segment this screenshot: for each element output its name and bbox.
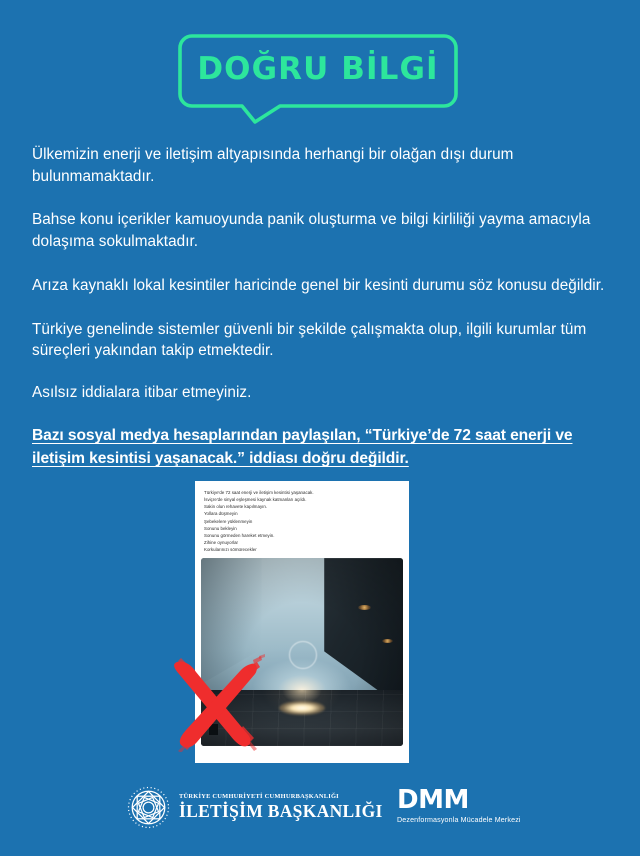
overlay-line: Türkiye'de 72 saat enerji ve iletişim kesintisi yaşanacak. [204, 490, 314, 495]
iletisim-logo-main-line: İLETİŞİM BAŞKANLIĞI [179, 801, 383, 822]
dmm-logo [397, 787, 521, 824]
overlay-line: Sonunu görmeden hareket etmeyin. [204, 532, 275, 538]
doğru-bilgi-badge [176, 32, 460, 124]
footer [0, 780, 640, 850]
overlay-line: Şebekelere yüklenmeyin [204, 518, 253, 524]
claim-statement: Bazı sosyal medya hesaplarından paylaşılan, “Türkiye’de 72 saat enerji ve iletişim kesintisi yaşanacak.” iddiası doğru değildir. [32, 426, 573, 468]
overlay-line: İsviçre'de sinyal eşleşmesi kaynak katmanları açıldı. [204, 497, 307, 503]
paragraph-1: Ülkemizin enerji ve iletişim altyapısında herhangi bir olağan dışı durum bulunmamaktadır. [32, 146, 514, 185]
badge-label: DOĞRU BİLGİ [197, 50, 439, 87]
red-x-mark-icon [163, 654, 267, 752]
presidency-emblem-icon [127, 786, 170, 829]
overlay-line: Yollara düşmeyin [204, 511, 238, 517]
announcement-body [32, 144, 610, 471]
header [0, 0, 640, 126]
iletisim-logo-top-line: TÜRKİYE CUMHURİYETİ CUMHURBAŞKANLIĞI [179, 793, 339, 801]
paragraph-3: Arıza kaynaklı lokal kesintiler haricinde genel bir kesinti durumu söz konusu değildir. [32, 276, 605, 294]
overlay-line: Zihine oynuyorlar [204, 539, 239, 545]
dmm-full-name: Dezenformasyonla Mücadele Merkezi [397, 816, 521, 824]
paragraph-4: Türkiye genelinde sistemler güvenli bir şekilde çalışmakta olup, ilgili kurumlar tüm süreçleri yakından takip etmektedir. [32, 320, 587, 360]
overlay-line: Sonunu bekleyin [204, 525, 237, 531]
iletisim-logo-text [179, 794, 383, 821]
overlay-line: Sakin olun rehavete kapılmayın. [204, 504, 268, 510]
paragraph-2: Bahse konu içerikler kamuoyunda panik oluşturma ve bilgi kirliliği yayma amacıyla dolaşıma sokulmaktadır. [32, 211, 591, 251]
iletisim-baskanligi-logo [127, 786, 383, 829]
embedded-overlay-text [198, 484, 406, 557]
overlay-line: Korkularınızı sömürecekler [204, 547, 257, 552]
dmm-acronym: DMM [397, 785, 469, 815]
paragraph-5: Asılsız iddialara itibar etmeyiniz. [32, 384, 252, 402]
